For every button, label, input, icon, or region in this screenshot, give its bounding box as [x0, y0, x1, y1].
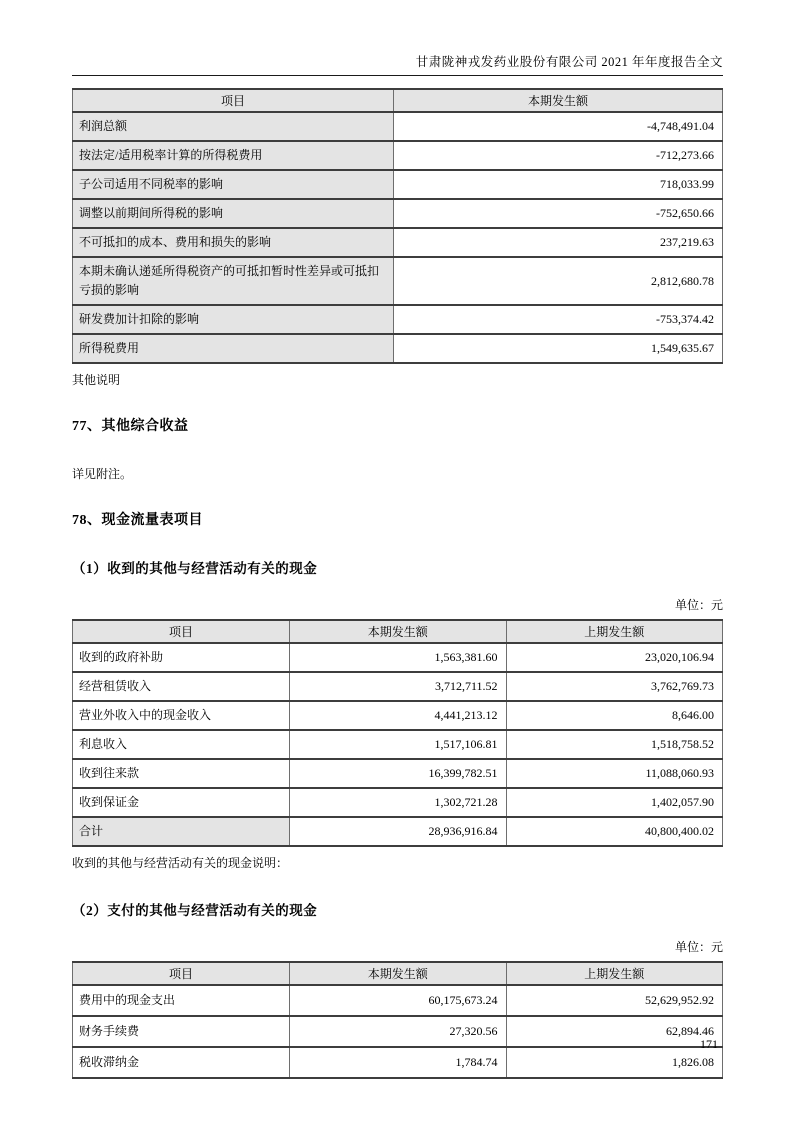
unit-label: 单位：元	[674, 598, 723, 612]
total-value-cell: 28,936,916.84	[290, 817, 506, 846]
value-cell: 8,646.00	[506, 701, 722, 730]
table-total-row	[73, 817, 723, 846]
item-label-cell: 收到往来款	[73, 759, 290, 788]
table-row	[73, 1016, 723, 1047]
item-label-cell: 调整以前期间所得税的影响	[73, 199, 394, 228]
item-label-cell: 利润总额	[73, 112, 394, 141]
table-header-row	[73, 962, 723, 985]
section-77-heading: 77、其他综合收益	[72, 419, 189, 434]
table-header-row	[73, 620, 723, 643]
value-cell: 4,441,213.12	[290, 701, 506, 730]
value-cell: 3,762,769.73	[506, 672, 722, 701]
page-number: 171	[700, 1037, 718, 1051]
value-cell: 52,629,952.92	[506, 985, 722, 1016]
table-row	[73, 305, 723, 334]
value-cell: 2,812,680.78	[394, 257, 723, 305]
item-label-cell: 所得税费用	[73, 334, 394, 363]
value-cell: 1,563,381.60	[290, 643, 506, 672]
table-row	[73, 759, 723, 788]
item-label-cell: 收到保证金	[73, 788, 290, 817]
value-cell: 16,399,782.51	[290, 759, 506, 788]
value-cell: 718,033.99	[394, 170, 723, 199]
column-header-item: 项目	[73, 620, 290, 643]
column-header-prior-period: 上期发生额	[506, 962, 722, 985]
item-label-cell: 不可抵扣的成本、费用和损失的影响	[73, 228, 394, 257]
cash-paid-table	[72, 961, 723, 1079]
value-cell: -753,374.42	[394, 305, 723, 334]
value-cell: 1,302,721.28	[290, 788, 506, 817]
value-cell: 1,549,635.67	[394, 334, 723, 363]
table-row	[73, 985, 723, 1016]
value-cell: -4,748,491.04	[394, 112, 723, 141]
item-label-cell: 费用中的现金支出	[73, 985, 290, 1016]
value-cell: 23,020,106.94	[506, 643, 722, 672]
table-row	[73, 199, 723, 228]
column-header-item: 项目	[73, 89, 394, 112]
income-tax-table	[72, 88, 723, 364]
value-cell: 3,712,711.52	[290, 672, 506, 701]
item-label-cell: 研发费加计扣除的影响	[73, 305, 394, 334]
subsection-2-heading: （2）支付的其他与经营活动有关的现金	[72, 903, 318, 918]
value-cell: 1,784.74	[290, 1047, 506, 1078]
total-label-cell: 合计	[73, 817, 290, 846]
table-row	[73, 228, 723, 257]
column-header-prior-period: 上期发生额	[506, 620, 722, 643]
table-row	[73, 1047, 723, 1078]
value-cell: 11,088,060.93	[506, 759, 722, 788]
value-cell: 60,175,673.24	[290, 985, 506, 1016]
total-value-cell: 40,800,400.02	[506, 817, 722, 846]
value-cell: 1,402,057.90	[506, 788, 722, 817]
item-label-cell: 本期未确认递延所得税资产的可抵扣暂时性差异或可抵扣亏损的影响	[73, 257, 394, 305]
item-label-cell: 财务手续费	[73, 1016, 290, 1047]
item-label-cell: 子公司适用不同税率的影响	[73, 170, 394, 199]
table-row	[73, 788, 723, 817]
section-77-body: 详见附注。	[72, 467, 133, 481]
column-header-current-period: 本期发生额	[290, 620, 506, 643]
table-header-row	[73, 89, 723, 112]
spacer	[72, 76, 723, 88]
value-cell: 62,894.46	[506, 1016, 722, 1047]
item-label-cell: 经营租赁收入	[73, 672, 290, 701]
column-header-item: 项目	[73, 962, 290, 985]
value-cell: 1,517,106.81	[290, 730, 506, 759]
unit-label: 单位：元	[674, 940, 723, 954]
cash-received-table	[72, 619, 723, 847]
table-row	[73, 257, 723, 305]
table-row	[73, 701, 723, 730]
table-row	[73, 730, 723, 759]
table-row	[73, 112, 723, 141]
subsection-1-heading: （1）收到的其他与经营活动有关的现金	[72, 561, 318, 576]
value-cell: -752,650.66	[394, 199, 723, 228]
value-cell: 27,320.56	[290, 1016, 506, 1047]
item-label-cell: 营业外收入中的现金收入	[73, 701, 290, 730]
column-header-current-period: 本期发生额	[290, 962, 506, 985]
table-row	[73, 643, 723, 672]
item-label-cell: 收到的政府补助	[73, 643, 290, 672]
table-row	[73, 141, 723, 170]
value-cell: -712,273.66	[394, 141, 723, 170]
cash-received-note: 收到的其他与经营活动有关的现金说明：	[72, 856, 289, 870]
item-label-cell: 利息收入	[73, 730, 290, 759]
other-notes-label: 其他说明	[72, 373, 121, 387]
value-cell: 237,219.63	[394, 228, 723, 257]
item-label-cell: 按法定/适用税率计算的所得税费用	[73, 141, 394, 170]
item-label-cell: 税收滞纳金	[73, 1047, 290, 1078]
page-content	[72, 0, 723, 1079]
value-cell: 1,826.08	[506, 1047, 722, 1078]
table-row	[73, 334, 723, 363]
section-78-heading: 78、现金流量表项目	[72, 513, 203, 528]
column-header-current-period: 本期发生额	[394, 89, 723, 112]
value-cell: 1,518,758.52	[506, 730, 722, 759]
table-row	[73, 672, 723, 701]
page-header-title: 甘肃陇神戎发药业股份有限公司 2021 年年度报告全文	[72, 0, 723, 76]
table-row	[73, 170, 723, 199]
